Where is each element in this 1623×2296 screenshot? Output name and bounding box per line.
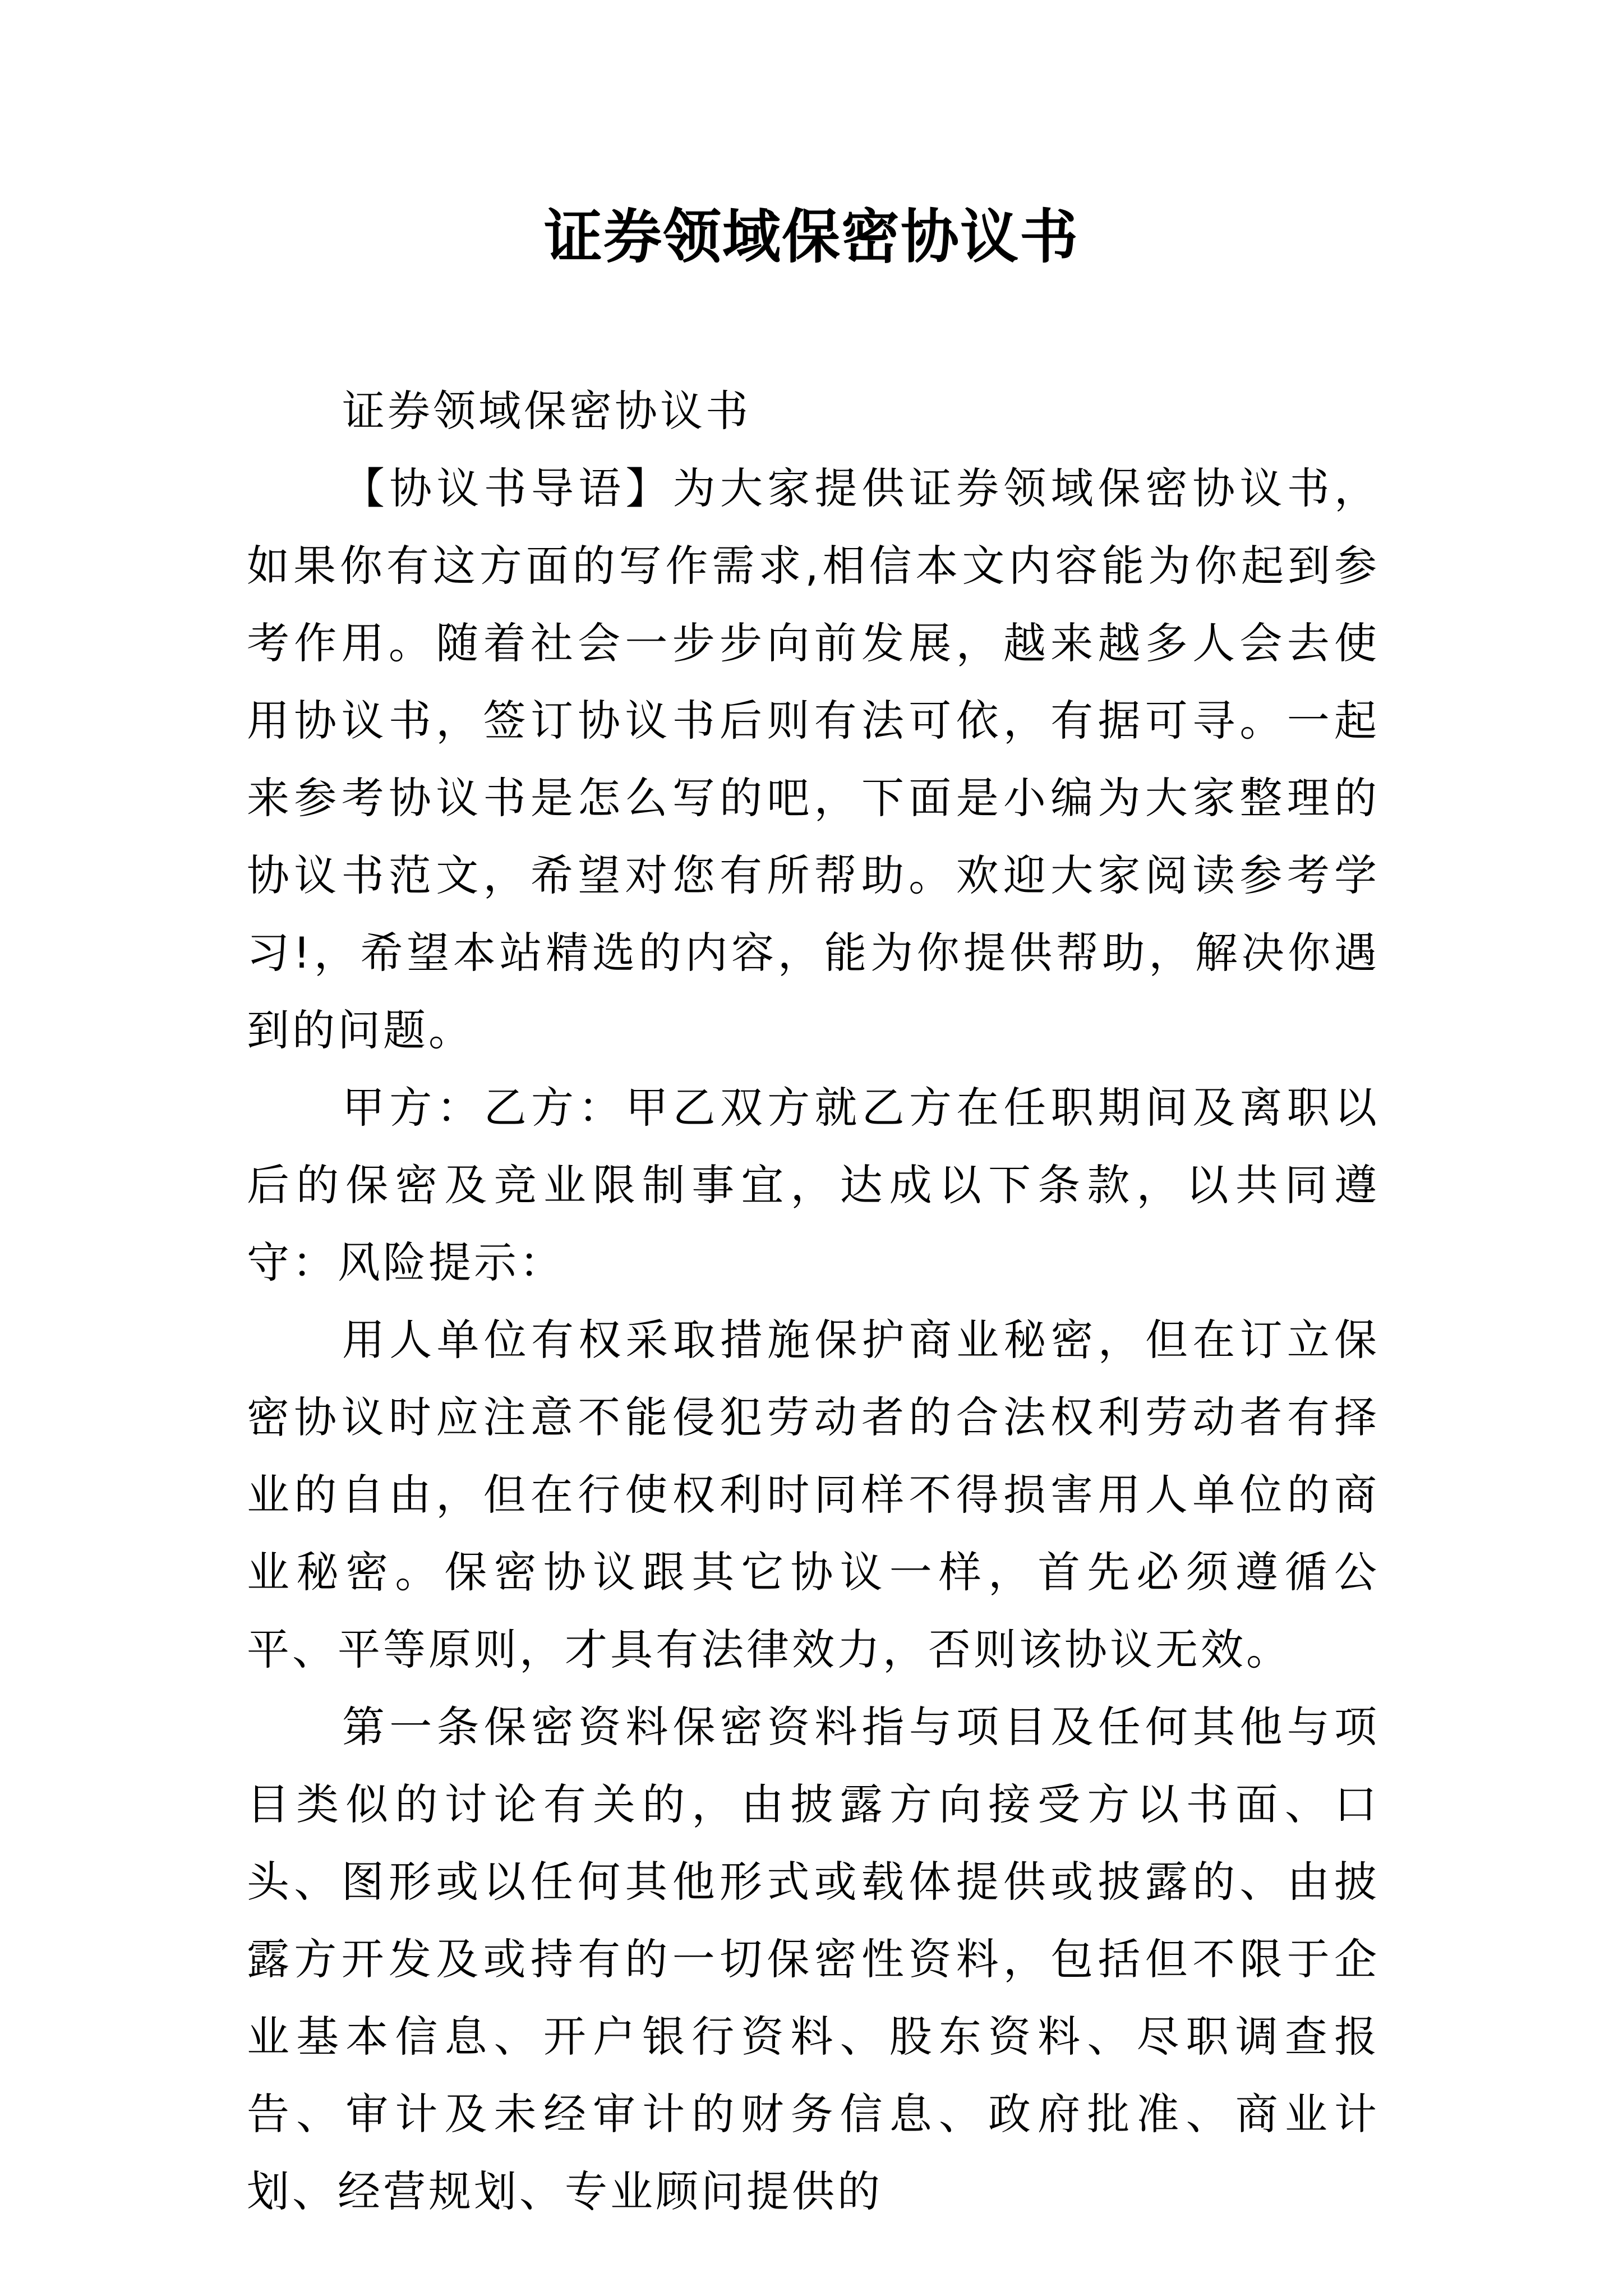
paragraph-subtitle: 证券领域保密协议书 (342, 386, 751, 436)
paragraph-parties: 甲方：乙方：甲乙双方就乙方在任职期间及离职以后的保密及竞业限制事宜，达成以下条款，以共同遵守：风险提示： (247, 1083, 1380, 1287)
paragraph-article-1: 第一条保密资料保密资料指与项目及任何其他与项目类似的讨论有关的，由披露方向接受方以书面、口头、图形或以任何其他形式或载体提供或披露的、由披露方开发及或持有的一切保密性资料，包括但不限于企业基本信息、开户银行资料、股东资料、尽职调查报告、审计及未经审计的财务信息、政府批准、商业计划、经营规划、专业顾问提供的 (247, 1702, 1380, 2216)
document-body (247, 372, 1380, 2230)
paragraph-intro: 【协议书导语】为大家提供证券领域保密协议书，如果你有这方面的写作需求,相信本文内容能为你起到参考作用。随着社会一步步向前发展，越来越多人会去使用协议书，签订协议书后则有法可依，有据可寻。一起来参考协议书是怎么写的吧，下面是小编为大家整理的协议书范文，希望对您有所帮助。欢迎大家阅读参考学习!，希望本站精选的内容，能为你提供帮助，解决你遇到的问题。 (247, 463, 1380, 1055)
paragraph-risk-note: 用人单位有权采取措施保护商业秘密，但在订立保密协议时应注意不能侵犯劳动者的合法权利劳动者有择业的自由，但在行使权利时同样不得损害用人单位的商业秘密。保密协议跟其它协议一样，首先必须遵循公平、平等原则，才具有法律效力，否则该协议无效。 (247, 1315, 1380, 1674)
document-title: 证券领域保密协议书 (543, 202, 1079, 271)
